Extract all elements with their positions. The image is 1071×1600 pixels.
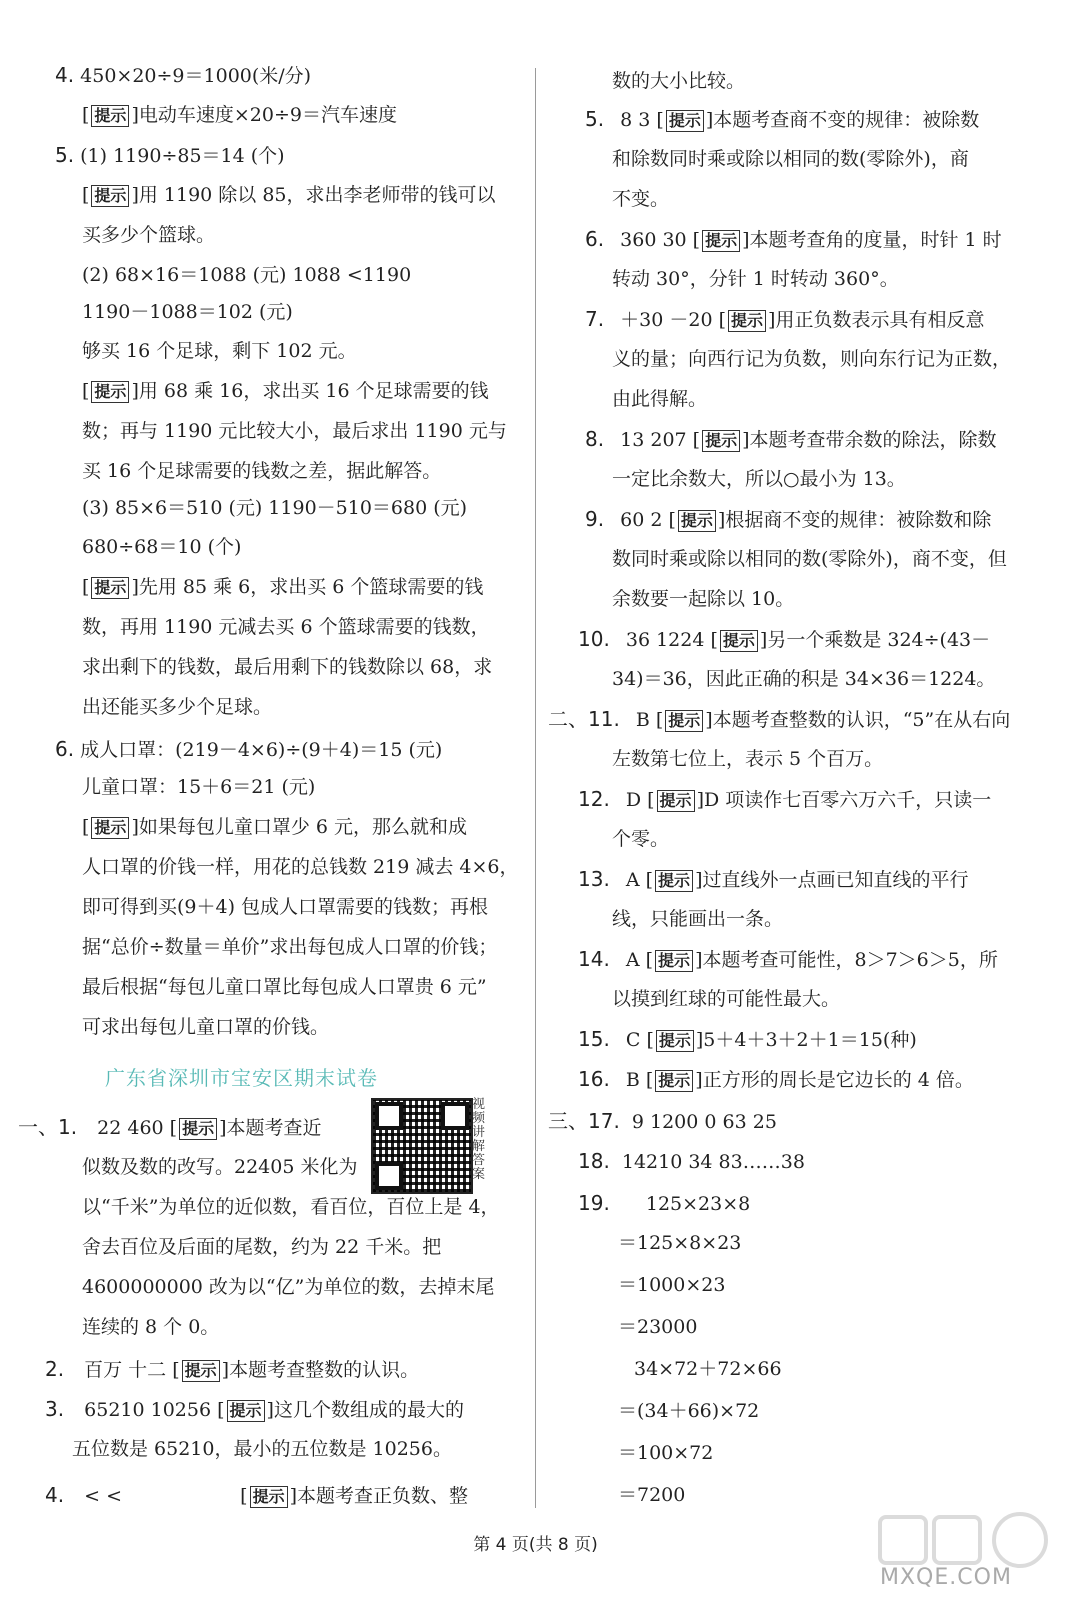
- q4-hint-line: [ 提示 ]电动车速度×20÷9＝汽车速度: [82, 104, 397, 126]
- q4-number: 4.: [55, 63, 75, 87]
- q6-hint5: 最后根据“每包儿童口罩比每包成人口罩贵 6 元”: [82, 976, 487, 998]
- r-q11-hint1: 本题考查整数的认识，“5”在从右向: [712, 709, 1011, 731]
- hint-tag: 提示: [728, 310, 766, 332]
- s1q1-answer: 22 460: [97, 1117, 164, 1139]
- s1q1-hint1: 本题考查近: [226, 1117, 322, 1139]
- q2-hint: 本题考查整数的认识。: [229, 1359, 420, 1381]
- hint-tag: 提示: [91, 381, 129, 403]
- r-q16-answer: B: [625, 1069, 640, 1091]
- r-q9-line: 9. 60 2 [ 提示 ]根据商不变的规律：被除数和除: [585, 507, 992, 531]
- r-q18-line: [578, 1150, 805, 1173]
- q6-adult: 成人口罩：(219－4×6)÷(9＋4)＝15 (元): [80, 739, 443, 761]
- q6-hint3: 即可得到买(9＋4) 包成人口罩需要的钱数；再根: [82, 896, 489, 918]
- r-q7-answer: ＋30 －20: [620, 309, 713, 331]
- r-q19-l5: 34×72＋72×66: [634, 1358, 782, 1380]
- q6-hint1: 如果每包儿童口罩少 6 元，那么就和成: [138, 816, 468, 838]
- r-q6-hint1: 本题考查角的度量，时针 1 时: [749, 229, 1002, 251]
- r-q6-answer: 360 30: [620, 229, 687, 251]
- q5-hint1-line: [ 提示 ]用 1190 除以 85，求出李老师带的钱可以: [82, 184, 496, 206]
- r-q5-line: 5. 8 3 [ 提示 ]本题考查商不变的规律：被除数: [585, 107, 980, 131]
- q5-part2c: 够买 16 个足球，剩下 102 元。: [82, 340, 357, 362]
- r-q14-hint2: 以摸到红球的可能性最大。: [612, 988, 841, 1010]
- r-q14-number: 14.: [578, 947, 610, 971]
- q5-hint3a: 先用 85 乘 6，求出买 6 个篮球需要的钱: [138, 576, 484, 598]
- q3-line: 3. 65210 10256 [ 提示 ]这几个数组成的最大的: [45, 1397, 464, 1421]
- section-title: 广东省深圳市宝安区期末试卷: [105, 1066, 378, 1090]
- r-q13-number: 13.: [578, 867, 610, 891]
- r-q13-hint2: 线，只能画出一条。: [612, 908, 784, 930]
- r-q9-number: 9.: [585, 507, 605, 531]
- q5-part3b: 680÷68＝10 (个): [82, 536, 242, 558]
- q2-line: 2. 百万 十二 [ 提示 ]本题考查整数的认识。: [45, 1357, 420, 1381]
- r-q11-line: 二、11. B [ 提示 ]本题考查整数的认识，“5”在从右向: [548, 707, 1011, 731]
- qr-finder: [441, 1102, 469, 1130]
- q6-hint4: 据“总价÷数量＝单价”求出每包成人口罩的价钱；: [82, 936, 498, 958]
- r-q12-hint1: D 项读作七百零六万六千，只读一: [703, 789, 992, 811]
- r-q8-hint2: 一定比余数大，所以○最小为 13。: [612, 468, 906, 490]
- r-q10-line: 10. 36 1224 [ 提示 ]另一个乘数是 324÷(43－: [578, 627, 991, 651]
- r-q7-number: 7.: [585, 307, 605, 331]
- q5-part2a: (2) 68×16＝1088 (元) 1088 <1190: [82, 264, 412, 286]
- r-q9-answer: 60 2: [620, 509, 663, 531]
- r-q7-hint2: 义的量；向西行记为负数，则向东行记为正数，: [612, 348, 1012, 370]
- r-q15-hint1: 5＋4＋3＋2＋1＝15(种): [703, 1029, 917, 1051]
- q5-line: [55, 144, 285, 167]
- s1q1-line: 一、1. 22 460 [ 提示 ]本题考查近: [18, 1115, 322, 1139]
- q3-hint1: 这几个数组成的最大的: [273, 1399, 464, 1421]
- q4b-number: 4.: [45, 1483, 65, 1507]
- r-q19-number: 19.: [578, 1191, 610, 1215]
- r-q11-number: 二、11.: [548, 707, 620, 731]
- r-q14-answer: A: [625, 949, 640, 971]
- r-q8-number: 8.: [585, 427, 605, 451]
- hint-tag: 提示: [227, 1400, 265, 1422]
- watermark-text: MXQE.COM: [880, 1565, 1012, 1590]
- r-q8-hint1: 本题考查带余数的除法，除数: [749, 429, 997, 451]
- q6-number: 6.: [55, 737, 75, 761]
- r-q5-hint2: 和除数同时乘或除以相同的数(零除外)，商: [612, 148, 969, 170]
- q5-part2b: 1190－1088＝102 (元): [82, 301, 293, 323]
- q5-hint1a: 用 1190 除以 85，求出李老师带的钱可以: [138, 184, 496, 206]
- r-q5-answer: 8 3: [620, 109, 651, 131]
- s1q1-l2: 似数及数的改写。22405 米化为: [82, 1156, 358, 1178]
- r-q6-line: 6. 360 30 [ 提示 ]本题考查角的度量，时针 1 时: [585, 227, 1002, 251]
- q2-number: 2.: [45, 1357, 65, 1381]
- qr-finder: [375, 1102, 403, 1130]
- r-q16-hint1: 正方形的周长是它边长的 4 倍。: [702, 1069, 974, 1091]
- hint-tag: 提示: [91, 817, 129, 839]
- hint-tag: 提示: [182, 1360, 220, 1382]
- hint-tag: 提示: [91, 577, 129, 599]
- r-q7-hint1: 用正负数表示具有相反意: [775, 309, 985, 331]
- qr-code[interactable]: [371, 1098, 473, 1194]
- r-q12-number: 12.: [578, 787, 610, 811]
- q6-hint-line: [ 提示 ]如果每包儿童口罩少 6 元，那么就和成: [82, 816, 468, 838]
- r-q5-hint1: 本题考查商不变的规律：被除数: [713, 109, 980, 131]
- r-q19-l2: ＝125×8×23: [618, 1232, 742, 1254]
- q5-hint3b: 数，再用 1190 元减去买 6 个篮球需要的钱数，: [82, 616, 490, 638]
- r-q15-answer: C: [625, 1029, 641, 1051]
- q4-hint: 电动车速度×20÷9＝汽车速度: [138, 104, 397, 126]
- r-q9-hint3: 余数要一起除以 10。: [612, 588, 795, 610]
- r-q5-number: 5.: [585, 107, 605, 131]
- hint-tag: 提示: [250, 1486, 288, 1508]
- r-q7-hint3: 由此得解。: [612, 388, 708, 410]
- q5-part1: (1) 1190÷85＝14 (个): [80, 145, 285, 167]
- q6-child: 儿童口罩：15＋6＝21 (元): [82, 776, 316, 798]
- r-q19-line: [578, 1192, 750, 1215]
- q5-hint2c: 买 16 个足球需要的钱数之差，据此解答。: [82, 460, 442, 482]
- hint-tag: 提示: [655, 950, 693, 972]
- r-q6-number: 6.: [585, 227, 605, 251]
- q5-hint2b: 数；再与 1190 元比较大小，最后求出 1190 元与: [82, 420, 507, 442]
- qr-finder: [375, 1162, 403, 1190]
- r-q10-answer: 36 1224: [625, 629, 705, 651]
- hint-tag: 提示: [656, 1030, 694, 1052]
- r-q17-answer: 9 1200 0 63 25: [631, 1111, 777, 1133]
- hint-tag: 提示: [657, 790, 695, 812]
- r-q10-hint1: 另一个乘数是 324÷(43－: [767, 629, 991, 651]
- q5-hint1b: 买多少个篮球。: [82, 224, 216, 246]
- r-q13-answer: A: [625, 869, 640, 891]
- r-q17-number: 三、17.: [548, 1109, 620, 1133]
- r-q15-line: 15. C [ 提示 ]5＋4＋3＋2＋1＝15(种): [578, 1027, 917, 1051]
- q4-line: [55, 64, 311, 87]
- q2-answer: 百万 十二: [84, 1359, 167, 1381]
- hint-tag: 提示: [678, 510, 716, 532]
- r-q19-l3: ＝1000×23: [618, 1274, 726, 1296]
- q5-hint3d: 出还能买多少个足球。: [82, 696, 273, 718]
- r-q15-number: 15.: [578, 1027, 610, 1051]
- r-q11-hint2: 左数第七位上，表示 5 个百万。: [612, 748, 884, 770]
- q4b-hint: 本题考查正负数、整: [297, 1485, 469, 1507]
- r-q19-l7: ＝100×72: [618, 1442, 714, 1464]
- r-q10-hint2: 34)＝36，因此正确的积是 34×36＝1224。: [612, 668, 996, 690]
- r-q16-number: 16.: [578, 1067, 610, 1091]
- q3-answer: 65210 10256: [84, 1399, 212, 1421]
- q3-number: 3.: [45, 1397, 65, 1421]
- hint-tag: 提示: [179, 1118, 217, 1140]
- hint-tag: 提示: [665, 710, 703, 732]
- r-q19-l8: ＝7200: [618, 1484, 686, 1506]
- r-q8-answer: 13 207: [620, 429, 687, 451]
- hint-tag: 提示: [666, 110, 704, 132]
- q5-hint2a: 用 68 乘 16，求出买 16 个足球需要的钱: [138, 380, 489, 402]
- q5-hint3-line: [ 提示 ]先用 85 乘 6，求出买 6 个篮球需要的钱: [82, 576, 484, 598]
- hint-tag: 提示: [655, 1070, 693, 1092]
- qr-label: 视频讲解答案: [472, 1097, 486, 1182]
- r-q13-line: 13. A [ 提示 ]过直线外一点画已知直线的平行: [578, 867, 969, 891]
- q6-hint2: 人口罩的价钱一样，用花的总钱数 219 减去 4×6，: [82, 856, 519, 878]
- hint-tag: 提示: [702, 430, 740, 452]
- q5-number: 5.: [55, 143, 75, 167]
- hint-tag: 提示: [91, 105, 129, 127]
- hint-tag: 提示: [655, 870, 693, 892]
- q6-hint6: 可求出每包儿童口罩的价钱。: [82, 1016, 330, 1038]
- r-q12-line: 12. D [ 提示 ]D 项读作七百零六万六千，只读一: [578, 787, 992, 811]
- r-q12-answer: D: [625, 789, 642, 811]
- q4-answer: 450×20÷9＝1000(米/分): [80, 65, 312, 87]
- s1q1-l6: 连续的 8 个 0。: [82, 1316, 220, 1338]
- r-q5-hint3: 不变。: [612, 188, 670, 210]
- r-q13-hint1: 过直线外一点画已知直线的平行: [702, 869, 969, 891]
- r-q7-line: 7. ＋30 －20 [ 提示 ]用正负数表示具有相反意: [585, 307, 985, 331]
- r-q10-number: 10.: [578, 627, 610, 651]
- s1q1-l4: 舍去百位及后面的尾数，约为 22 千米。把: [82, 1236, 442, 1258]
- r-q14-line: 14. A [ 提示 ]本题考查可能性，8＞7＞6＞5，所: [578, 947, 998, 971]
- r-q6-hint2: 转动 30°，分针 1 时转动 360°。: [612, 268, 899, 290]
- r-q16-line: 16. B [ 提示 ]正方形的周长是它边长的 4 倍。: [578, 1067, 974, 1091]
- r-q14-hint1: 本题考查可能性，8＞7＞6＞5，所: [702, 949, 998, 971]
- s1q1-l3: 以“千米”为单位的近似数，看百位，百位上是 4，: [82, 1196, 500, 1218]
- r-q11-answer: B: [635, 709, 650, 731]
- r-q12-hint2: 个零。: [612, 828, 670, 850]
- hint-tag: 提示: [702, 230, 740, 252]
- r-q18-answer: 14210 34 83……38: [621, 1151, 805, 1173]
- r-q9-hint2: 数同时乘或除以相同的数(零除外)，商不变，但: [612, 548, 1007, 570]
- r-q9-hint1: 根据商不变的规律：被除数和除: [725, 509, 992, 531]
- q6-line: [55, 738, 442, 761]
- r-q19-l4: ＝23000: [618, 1316, 698, 1338]
- q5-part3a: (3) 85×6＝510 (元) 1190－510＝680 (元): [82, 497, 468, 519]
- page-footer: 第 4 页(共 8 页): [473, 1535, 598, 1555]
- r-q18-number: 18.: [578, 1149, 610, 1173]
- r-q19-l6: ＝(34＋66)×72: [618, 1400, 760, 1422]
- column-divider: [535, 68, 536, 1508]
- q4b-answer: < <: [84, 1485, 123, 1507]
- q5-hint2-line: [ 提示 ]用 68 乘 16，求出买 16 个足球需要的钱: [82, 380, 489, 402]
- q3-hint2: 五位数是 65210，最小的五位数是 10256。: [72, 1438, 452, 1460]
- s1q1-l5: 4600000000 改为以“亿”为单位的数，去掉末尾: [82, 1276, 495, 1298]
- r-q8-line: 8. 13 207 [ 提示 ]本题考查带余数的除法，除数: [585, 427, 997, 451]
- r-q17-line: [548, 1110, 777, 1133]
- r-q19-l1: 125×23×8: [645, 1193, 751, 1215]
- q4b-line: 4. < < [ 提示 ]本题考查正负数、整: [45, 1483, 469, 1507]
- s1q1-number: 一、1.: [18, 1115, 78, 1139]
- hint-tag: 提示: [91, 185, 129, 207]
- q5-hint3c: 求出剩下的钱数，最后用剩下的钱数除以 68，求: [82, 656, 493, 678]
- right-top: 数的大小比较。: [612, 70, 746, 92]
- hint-tag: 提示: [720, 630, 758, 652]
